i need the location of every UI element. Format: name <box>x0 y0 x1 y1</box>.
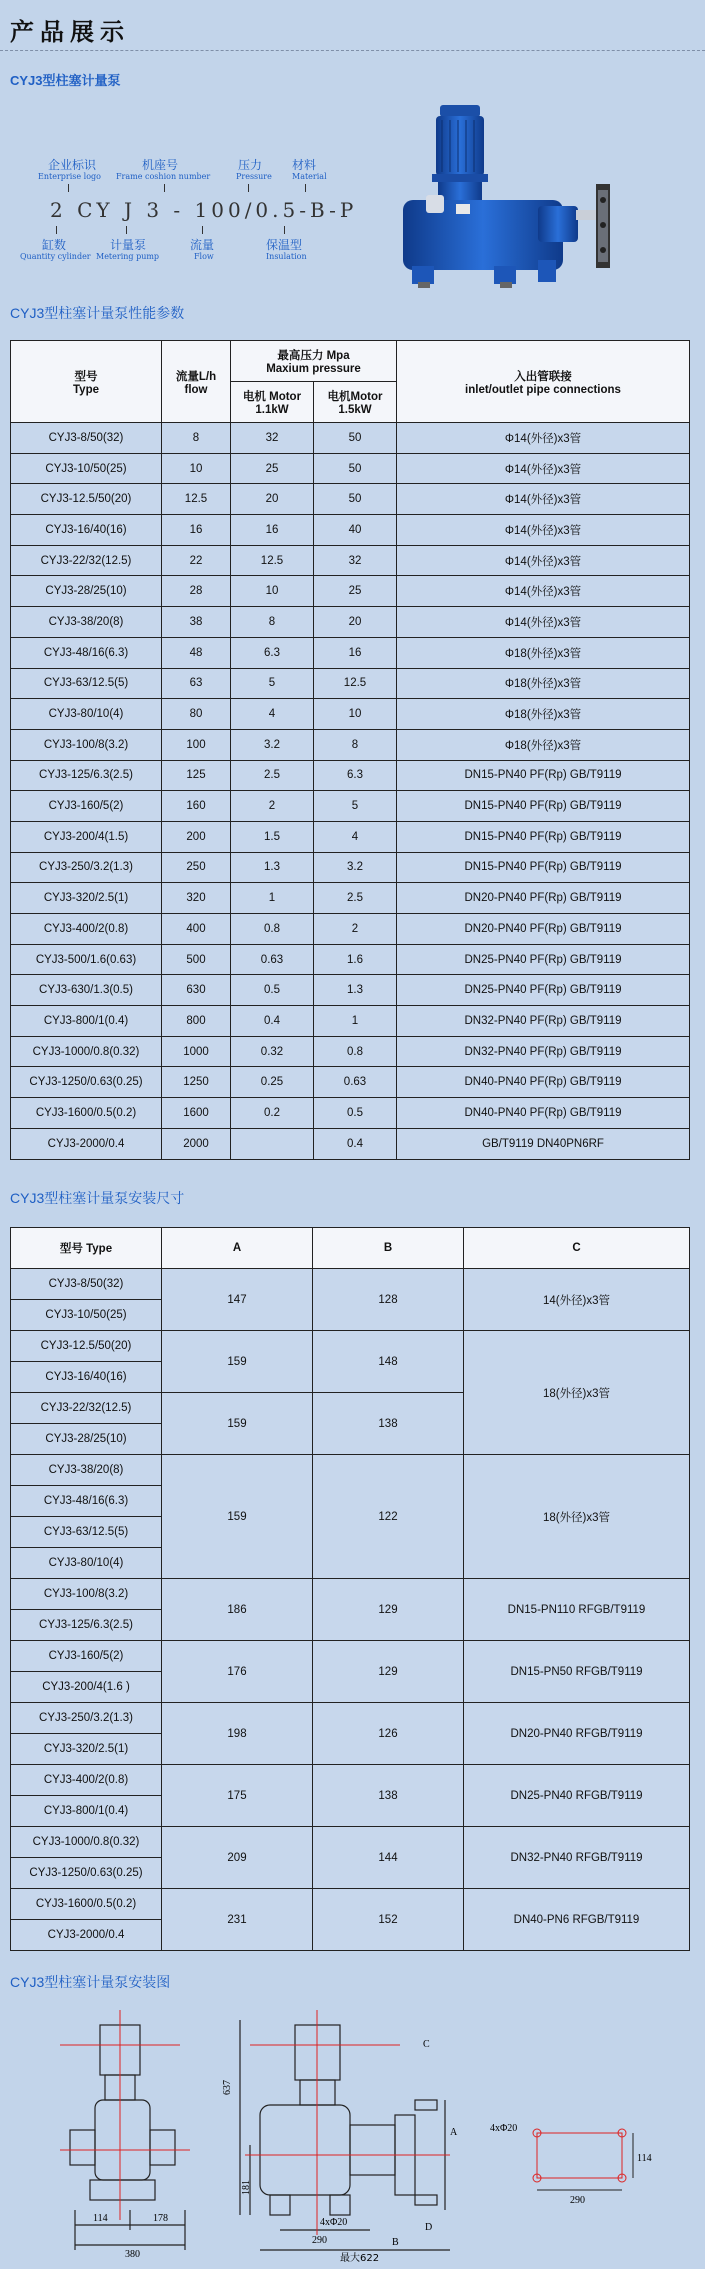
table-row <box>11 699 690 730</box>
dim-a-cell: 198 <box>162 1703 313 1765</box>
table-cell: 12.5 <box>162 484 231 515</box>
table-cell: 32 <box>231 423 314 454</box>
label-logo: 企业标识 <box>48 158 97 172</box>
type-cell: CYJ3-1250/0.63(0.25) <box>11 1858 162 1889</box>
dim-max-622: 最大622 <box>340 2253 380 2264</box>
table-cell: CYJ3-1600/0.5(0.2) <box>11 1098 162 1129</box>
table-row <box>11 1036 690 1067</box>
dim-a-cell: 159 <box>162 1393 313 1455</box>
table-cell: Φ14(外径)x3管 <box>397 515 690 546</box>
table-row <box>11 1269 690 1300</box>
label-b: B <box>392 2237 399 2248</box>
table-cell: CYJ3-400/2(0.8) <box>11 914 162 945</box>
type-cell: CYJ3-80/10(4) <box>11 1548 162 1579</box>
table-cell: 40 <box>314 515 397 546</box>
dim-a-cell: 231 <box>162 1889 313 1951</box>
type-cell: CYJ3-38/20(8) <box>11 1455 162 1486</box>
table-cell: 100 <box>162 729 231 760</box>
dim-b-cell: 128 <box>313 1269 464 1331</box>
type-cell: CYJ3-100/8(3.2) <box>11 1579 162 1610</box>
table-cell: 0.63 <box>231 944 314 975</box>
table-cell: CYJ3-160/5(2) <box>11 791 162 822</box>
table-cell: 50 <box>314 453 397 484</box>
table-cell: 250 <box>162 852 231 883</box>
table-cell: 6.3 <box>231 637 314 668</box>
type-cell: CYJ3-63/12.5(5) <box>11 1517 162 1548</box>
dim-b-cell: 152 <box>313 1889 464 1951</box>
table-row <box>11 545 690 576</box>
label-flow-en: Flow <box>194 252 214 261</box>
table-row <box>11 1579 690 1610</box>
dim-380: 380 <box>125 2249 140 2260</box>
dim-114: 114 <box>93 2213 108 2224</box>
table-cell: 0.32 <box>231 1036 314 1067</box>
label-flow: 流量 <box>190 238 215 252</box>
dim-a-cell: 159 <box>162 1331 313 1393</box>
table-cell: CYJ3-320/2.5(1) <box>11 883 162 914</box>
table-cell: 16 <box>162 515 231 546</box>
table-cell: 10 <box>314 699 397 730</box>
table-cell: 3.2 <box>231 729 314 760</box>
table-row <box>11 668 690 699</box>
table-cell: 32 <box>314 545 397 576</box>
table-cell: DN32-PN40 PF(Rp) GB/T9119 <box>397 1006 690 1037</box>
table-cell: 0.8 <box>231 914 314 945</box>
table-cell: 0.2 <box>231 1098 314 1129</box>
label-frame: 机座号 <box>142 158 179 172</box>
type-cell: CYJ3-1000/0.8(0.32) <box>11 1827 162 1858</box>
table-cell: CYJ3-8/50(32) <box>11 423 162 454</box>
table-cell: 2.5 <box>231 760 314 791</box>
drawing-front-view <box>220 2005 470 2265</box>
table-row <box>11 423 690 454</box>
table-cell: DN20-PN40 PF(Rp) GB/T9119 <box>397 914 690 945</box>
table-cell: 125 <box>162 760 231 791</box>
perf-heading: CYJ3型柱塞计量泵性能参数 <box>10 305 185 321</box>
table-row <box>11 1098 690 1129</box>
table-cell: 2 <box>314 914 397 945</box>
table-cell: CYJ3-22/32(12.5) <box>11 545 162 576</box>
table-cell: CYJ3-1250/0.63(0.25) <box>11 1067 162 1098</box>
table-cell: 25 <box>314 576 397 607</box>
table-cell: 4 <box>231 699 314 730</box>
table-row <box>11 944 690 975</box>
table-row <box>11 1765 690 1796</box>
table-cell: 50 <box>314 484 397 515</box>
dim-a-cell: 147 <box>162 1269 313 1331</box>
table-cell: 0.5 <box>231 975 314 1006</box>
type-cell: CYJ3-800/1(0.4) <box>11 1796 162 1827</box>
table-cell: 50 <box>314 423 397 454</box>
type-cell: CYJ3-48/16(6.3) <box>11 1486 162 1517</box>
table-row <box>11 1331 690 1362</box>
th-dim-c: C <box>464 1228 690 1269</box>
table-cell: 0.63 <box>314 1067 397 1098</box>
label-cylinder-en: Quantity cylinder <box>20 252 91 261</box>
th-type: 型号 Type <box>11 341 162 423</box>
table-row <box>11 1067 690 1098</box>
table-row <box>11 791 690 822</box>
table-cell: CYJ3-1000/0.8(0.32) <box>11 1036 162 1067</box>
table-cell: 1.5 <box>231 821 314 852</box>
dim-290: 290 <box>312 2235 327 2246</box>
table-cell: 20 <box>231 484 314 515</box>
table-cell: 5 <box>231 668 314 699</box>
dim-178: 178 <box>153 2213 168 2224</box>
label-material-en: Material <box>292 172 327 181</box>
table-row <box>11 515 690 546</box>
table-cell: 12.5 <box>314 668 397 699</box>
label-metering-en: Metering pump <box>96 252 160 261</box>
type-cell: CYJ3-22/32(12.5) <box>11 1393 162 1424</box>
table-cell: 4 <box>314 821 397 852</box>
label-a: A <box>450 2127 458 2138</box>
model-naming-diagram <box>20 150 390 280</box>
type-cell: CYJ3-400/2(0.8) <box>11 1765 162 1796</box>
dim-b-cell: 129 <box>313 1579 464 1641</box>
dim-c-cell: DN15-PN110 RFGB/T9119 <box>464 1579 690 1641</box>
table-cell: Φ18(外径)x3管 <box>397 637 690 668</box>
dim-181: 181 <box>241 2180 252 2195</box>
table-cell: 1.3 <box>314 975 397 1006</box>
table-cell: 0.25 <box>231 1067 314 1098</box>
table-row <box>11 1889 690 1920</box>
table-cell: CYJ3-800/1(0.4) <box>11 1006 162 1037</box>
label-insulation-en: Insulation <box>266 252 307 261</box>
dim-b-cell: 126 <box>313 1703 464 1765</box>
table-cell: CYJ3-100/8(3.2) <box>11 729 162 760</box>
table-row <box>11 883 690 914</box>
dim-c-cell: 18(外径)x3管 <box>464 1455 690 1579</box>
table-cell: 1.6 <box>314 944 397 975</box>
table-cell: Φ14(外径)x3管 <box>397 453 690 484</box>
table-cell: 63 <box>162 668 231 699</box>
dim-b-cell: 138 <box>313 1765 464 1827</box>
label-logo-en: Enterprise logo <box>38 172 101 181</box>
performance-table <box>10 340 690 1160</box>
table-cell: DN15-PN40 PF(Rp) GB/T9119 <box>397 852 690 883</box>
dimension-table <box>10 1227 690 1951</box>
table-cell: 800 <box>162 1006 231 1037</box>
table-cell: 16 <box>231 515 314 546</box>
table-cell: Φ14(外径)x3管 <box>397 423 690 454</box>
table-row <box>11 1641 690 1672</box>
th-motor-1: 电机 Motor 1.1kW <box>231 382 314 423</box>
table-cell: CYJ3-630/1.3(0.5) <box>11 975 162 1006</box>
table-cell: 400 <box>162 914 231 945</box>
table-cell: 0.4 <box>231 1006 314 1037</box>
th-motor-2: 电机Motor 1.5kW <box>314 382 397 423</box>
table-cell: 1 <box>314 1006 397 1037</box>
table-cell: 5 <box>314 791 397 822</box>
th-flow: 流量L/h flow <box>162 341 231 423</box>
label-c: C <box>423 2039 430 2050</box>
label-frame-en: Frame coshion number <box>116 172 211 181</box>
type-cell: CYJ3-1600/0.5(0.2) <box>11 1889 162 1920</box>
table-cell: 20 <box>314 607 397 638</box>
dim-b-cell: 144 <box>313 1827 464 1889</box>
dim-c-cell: DN20-PN40 RFGB/T9119 <box>464 1703 690 1765</box>
label-pressure-en: Pressure <box>236 172 272 181</box>
dim-b-cell: 148 <box>313 1331 464 1393</box>
label-pressure: 压力 <box>238 158 263 172</box>
table-row <box>11 1703 690 1734</box>
dim-b-cell: 122 <box>313 1455 464 1579</box>
table-cell: 2000 <box>162 1128 231 1159</box>
table-row <box>11 607 690 638</box>
th-pressure: 最高压力 Mpa Maxium pressure <box>231 341 397 382</box>
table-cell: 1 <box>231 883 314 914</box>
table-cell: 1600 <box>162 1098 231 1129</box>
dim-a-cell: 209 <box>162 1827 313 1889</box>
drawing-heading: CYJ3型柱塞计量泵安装图 <box>10 1974 171 1990</box>
table-cell: CYJ3-48/16(6.3) <box>11 637 162 668</box>
table-cell: 1.3 <box>231 852 314 883</box>
table-cell: 10 <box>162 453 231 484</box>
table-row <box>11 1128 690 1159</box>
table-cell: 22 <box>162 545 231 576</box>
table-cell: 80 <box>162 699 231 730</box>
table-cell: DN15-PN40 PF(Rp) GB/T9119 <box>397 760 690 791</box>
table-cell: DN40-PN40 PF(Rp) GB/T9119 <box>397 1098 690 1129</box>
table-row <box>11 484 690 515</box>
table-cell: CYJ3-250/3.2(1.3) <box>11 852 162 883</box>
table-cell: CYJ3-28/25(10) <box>11 576 162 607</box>
label-cylinder: 缸数 <box>42 238 67 252</box>
dim-hole: 4xΦ20 <box>320 2217 348 2228</box>
th-dim-a: A <box>162 1228 313 1269</box>
table-cell: DN15-PN40 PF(Rp) GB/T9119 <box>397 791 690 822</box>
table-cell: CYJ3-12.5/50(20) <box>11 484 162 515</box>
table-cell: Φ14(外径)x3管 <box>397 607 690 638</box>
dim-b-cell: 138 <box>313 1393 464 1455</box>
type-cell: CYJ3-250/3.2(1.3) <box>11 1703 162 1734</box>
label-d: D <box>425 2222 433 2233</box>
table-cell: CYJ3-500/1.6(0.63) <box>11 944 162 975</box>
base-114: 114 <box>637 2153 652 2164</box>
dim-c-cell: 14(外径)x3管 <box>464 1269 690 1331</box>
page-title: 产品展示 <box>10 17 130 46</box>
table-cell: 8 <box>314 729 397 760</box>
type-cell: CYJ3-320/2.5(1) <box>11 1734 162 1765</box>
table-row <box>11 821 690 852</box>
dim-c-cell: DN25-PN40 RFGB/T9119 <box>464 1765 690 1827</box>
table-row <box>11 1827 690 1858</box>
table-cell: 1250 <box>162 1067 231 1098</box>
dim-a-cell: 159 <box>162 1455 313 1579</box>
table-cell: CYJ3-80/10(4) <box>11 699 162 730</box>
base-290: 290 <box>570 2195 585 2205</box>
type-cell: CYJ3-12.5/50(20) <box>11 1331 162 1362</box>
table-cell: CYJ3-38/20(8) <box>11 607 162 638</box>
drawing-base-plan <box>485 2115 655 2205</box>
dim-c-cell: DN15-PN50 RFGB/T9119 <box>464 1641 690 1703</box>
table-cell: CYJ3-200/4(1.5) <box>11 821 162 852</box>
table-cell: 8 <box>231 607 314 638</box>
table-cell: 200 <box>162 821 231 852</box>
dim-c-cell: 18(外径)x3管 <box>464 1331 690 1455</box>
dim-heading: CYJ3型柱塞计量泵安装尺寸 <box>10 1190 185 1206</box>
label-metering: 计量泵 <box>110 238 147 252</box>
product-heading: CYJ3型柱塞计量泵 <box>10 73 121 88</box>
table-cell: Φ18(外径)x3管 <box>397 699 690 730</box>
table-cell: DN25-PN40 PF(Rp) GB/T9119 <box>397 944 690 975</box>
table-cell: 630 <box>162 975 231 1006</box>
table-cell: DN15-PN40 PF(Rp) GB/T9119 <box>397 821 690 852</box>
table-cell: 38 <box>162 607 231 638</box>
dim-a-cell: 186 <box>162 1579 313 1641</box>
table-cell: CYJ3-125/6.3(2.5) <box>11 760 162 791</box>
table-cell: 0.4 <box>314 1128 397 1159</box>
table-cell: CYJ3-16/40(16) <box>11 515 162 546</box>
table-row <box>11 760 690 791</box>
pump-product-image <box>398 100 673 290</box>
drawing-side-view <box>55 2005 205 2260</box>
table-cell: 48 <box>162 637 231 668</box>
type-cell: CYJ3-8/50(32) <box>11 1269 162 1300</box>
table-row <box>11 852 690 883</box>
table-cell: DN20-PN40 PF(Rp) GB/T9119 <box>397 883 690 914</box>
table-cell: DN40-PN40 PF(Rp) GB/T9119 <box>397 1067 690 1098</box>
type-cell: CYJ3-10/50(25) <box>11 1300 162 1331</box>
table-cell: 28 <box>162 576 231 607</box>
type-cell: CYJ3-160/5(2) <box>11 1641 162 1672</box>
table-cell: 10 <box>231 576 314 607</box>
table-row <box>11 1455 690 1486</box>
dim-c-cell: DN32-PN40 RFGB/T9119 <box>464 1827 690 1889</box>
table-cell: 2 <box>231 791 314 822</box>
table-cell: 0.5 <box>314 1098 397 1129</box>
base-hole-label: 4xΦ20 <box>490 2123 518 2134</box>
table-cell: DN25-PN40 PF(Rp) GB/T9119 <box>397 975 690 1006</box>
table-cell: Φ14(外径)x3管 <box>397 484 690 515</box>
table-cell: 8 <box>162 423 231 454</box>
th-connections: 入出管联接 inlet/outlet pipe connections <box>397 341 690 423</box>
type-cell: CYJ3-16/40(16) <box>11 1362 162 1393</box>
table-cell: 1000 <box>162 1036 231 1067</box>
table-cell: 320 <box>162 883 231 914</box>
type-cell: CYJ3-200/4(1.6 ) <box>11 1672 162 1703</box>
table-row <box>11 975 690 1006</box>
table-cell: Φ14(外径)x3管 <box>397 545 690 576</box>
title-divider <box>0 50 705 51</box>
table-cell: 2.5 <box>314 883 397 914</box>
table-row <box>11 453 690 484</box>
type-cell: CYJ3-125/6.3(2.5) <box>11 1610 162 1641</box>
type-cell: CYJ3-28/25(10) <box>11 1424 162 1455</box>
table-cell: GB/T9119 DN40PN6RF <box>397 1128 690 1159</box>
dim-b-cell: 129 <box>313 1641 464 1703</box>
label-insulation: 保温型 <box>266 238 303 252</box>
dim-637: 637 <box>222 2080 233 2095</box>
dim-a-cell: 176 <box>162 1641 313 1703</box>
table-cell: CYJ3-63/12.5(5) <box>11 668 162 699</box>
table-cell: 500 <box>162 944 231 975</box>
table-row <box>11 729 690 760</box>
table-cell: CYJ3-10/50(25) <box>11 453 162 484</box>
table-cell: CYJ3-2000/0.4 <box>11 1128 162 1159</box>
table-row <box>11 576 690 607</box>
th-dim-b: B <box>313 1228 464 1269</box>
label-material: 材料 <box>292 158 317 172</box>
table-row <box>11 637 690 668</box>
table-cell: 12.5 <box>231 545 314 576</box>
table-cell: 25 <box>231 453 314 484</box>
table-cell: 6.3 <box>314 760 397 791</box>
type-cell: CYJ3-2000/0.4 <box>11 1920 162 1951</box>
table-cell: 0.8 <box>314 1036 397 1067</box>
table-cell: 16 <box>314 637 397 668</box>
table-cell: DN32-PN40 PF(Rp) GB/T9119 <box>397 1036 690 1067</box>
table-cell: Φ14(外径)x3管 <box>397 576 690 607</box>
dim-a-cell: 175 <box>162 1765 313 1827</box>
th-dim-type: 型号 Type <box>11 1228 162 1269</box>
table-cell: Φ18(外径)x3管 <box>397 729 690 760</box>
table-row <box>11 1006 690 1037</box>
table-row <box>11 914 690 945</box>
table-cell <box>231 1128 314 1159</box>
model-code: 2 CY J 3 - 100/0.5-B-P <box>50 198 358 222</box>
dim-c-cell: DN40-PN6 RFGB/T9119 <box>464 1889 690 1951</box>
table-cell: 160 <box>162 791 231 822</box>
table-cell: Φ18(外径)x3管 <box>397 668 690 699</box>
table-cell: 3.2 <box>314 852 397 883</box>
